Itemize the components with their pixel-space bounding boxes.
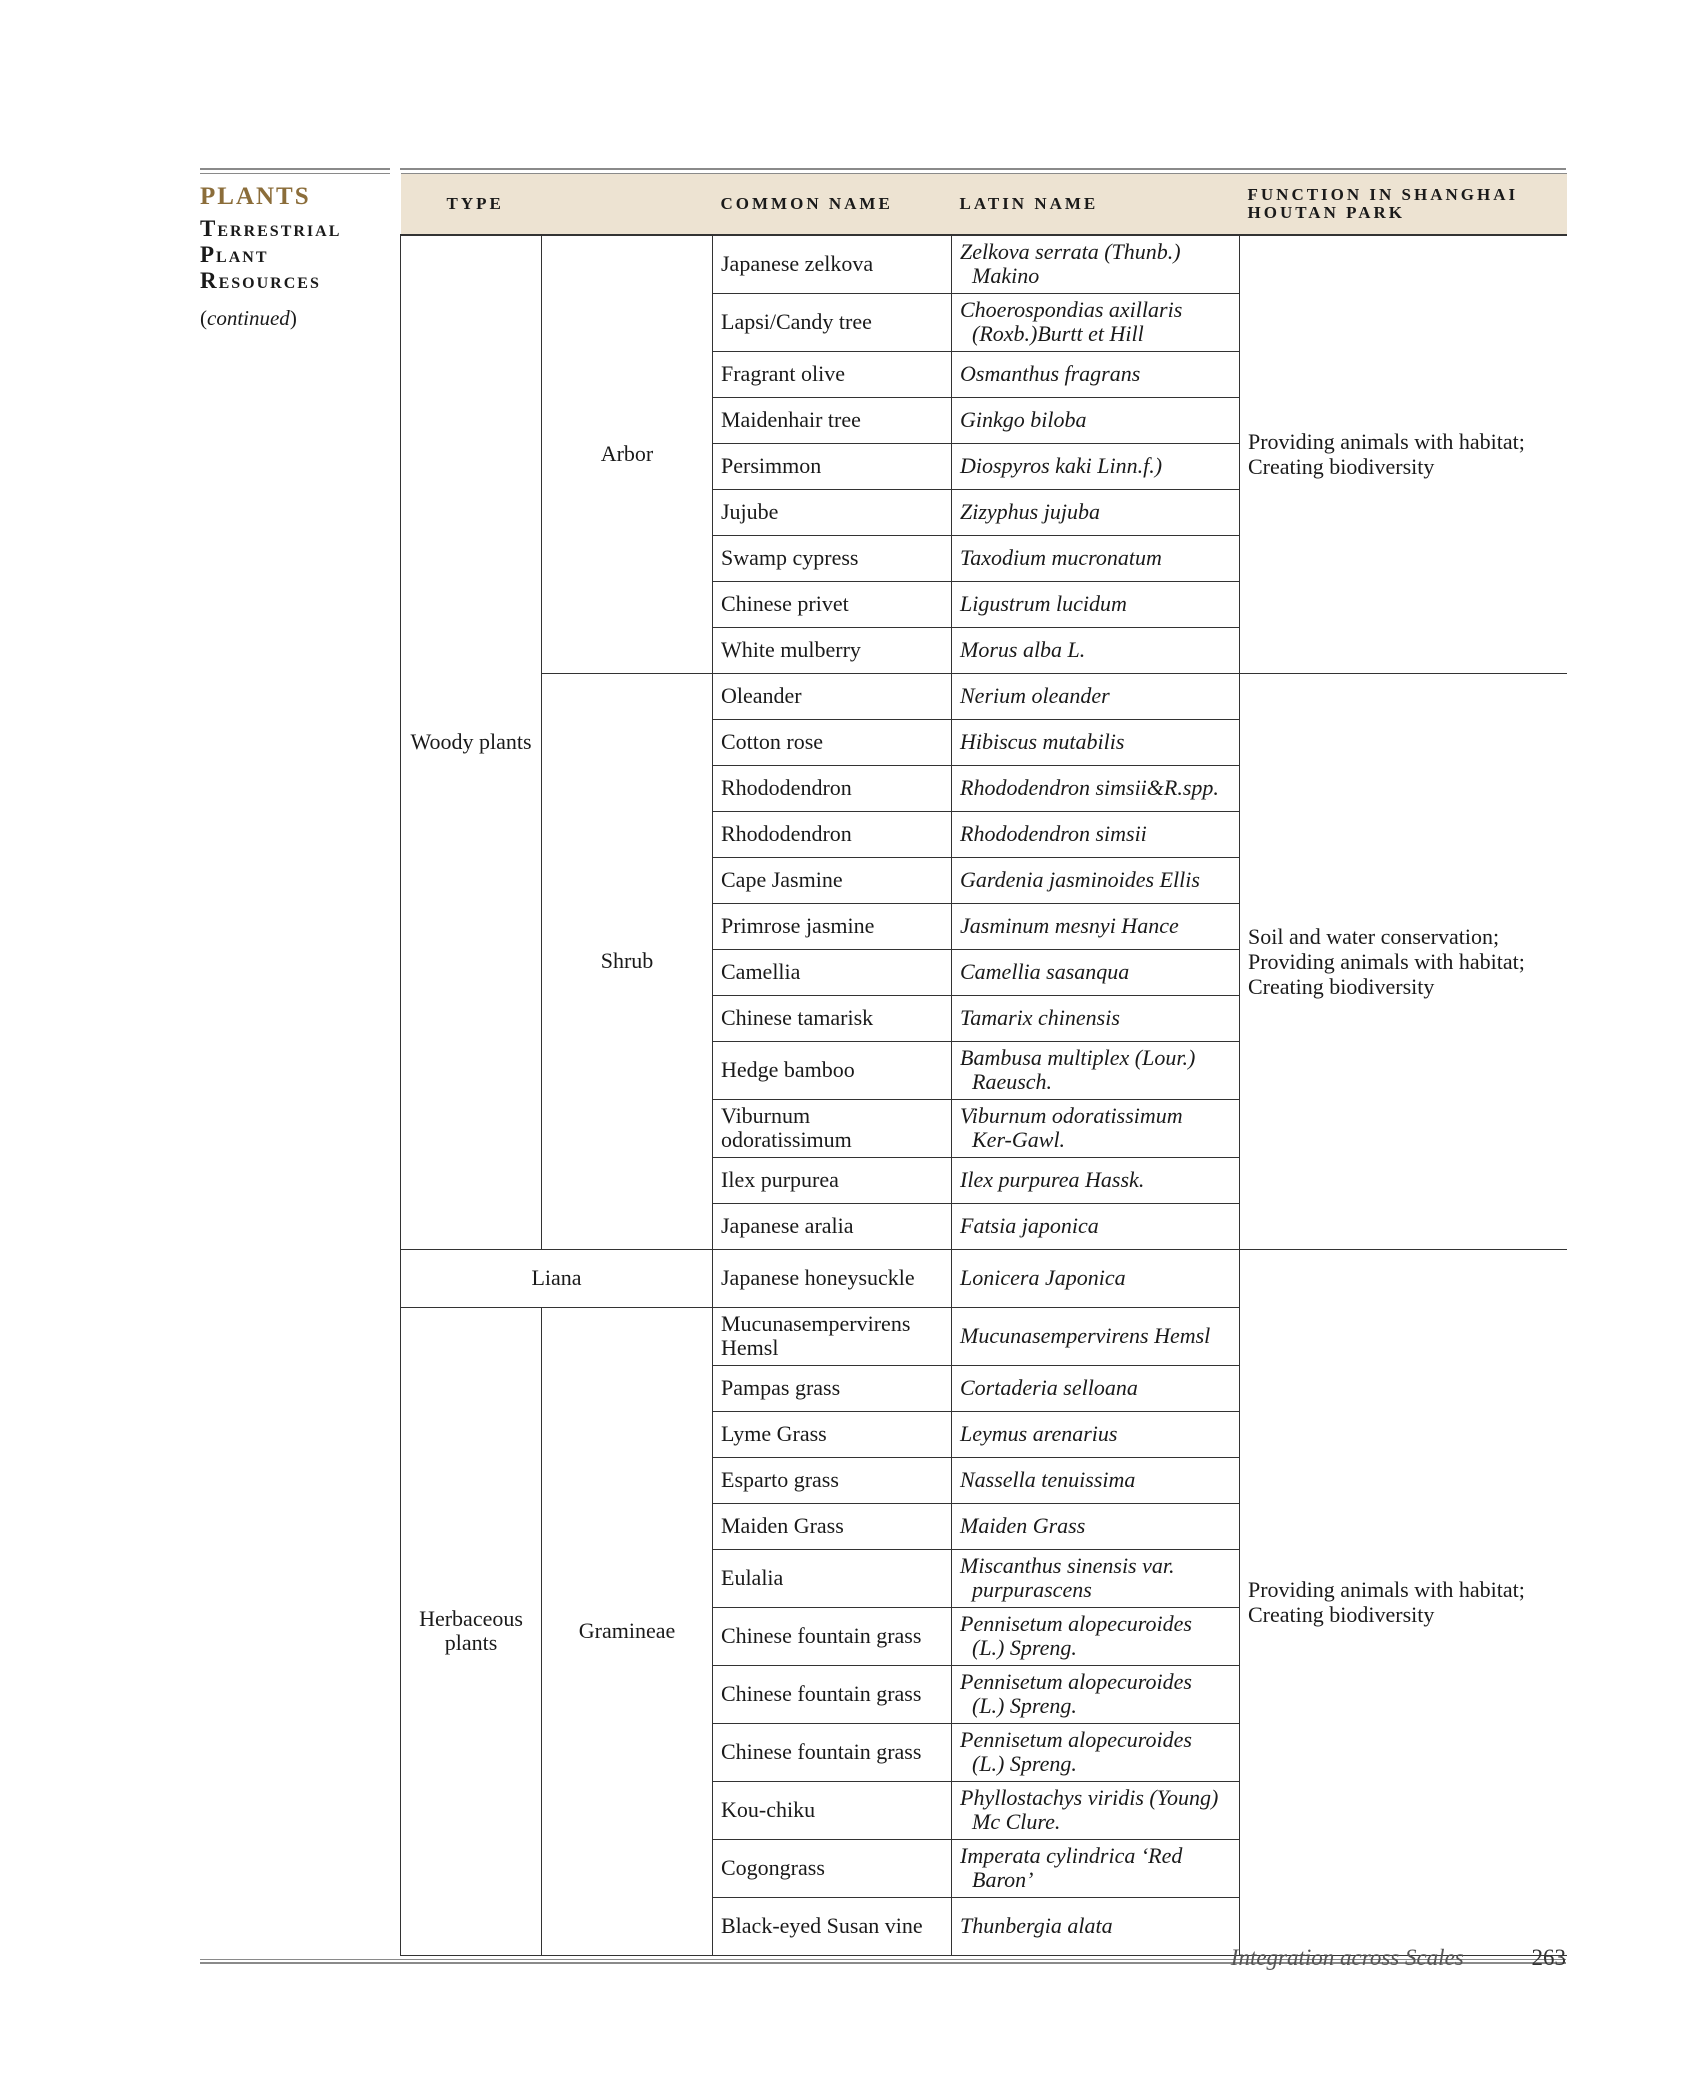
common-name-cell (713, 1099, 952, 1157)
common-name: Japanese aralia (721, 1213, 854, 1238)
latin-name-cell (952, 535, 1240, 581)
common-name-cell (713, 1411, 952, 1457)
latin-name: Mucunasempervirens Hemsl (960, 1323, 1211, 1348)
common-name: Kou-chiku (721, 1797, 816, 1822)
common-name: Oleander (721, 683, 802, 708)
common-name-cell (713, 857, 952, 903)
latin-name-cell (952, 1099, 1240, 1157)
common-name-cell (713, 1157, 952, 1203)
common-name: Maiden Grass (721, 1513, 844, 1538)
latin-name: Cortaderia selloana (960, 1375, 1138, 1400)
latin-name: Ginkgo biloba (960, 407, 1087, 432)
table-row (401, 1249, 1567, 1307)
latin-name: (L.) Spreng. (972, 1751, 1077, 1776)
table-top-rule (400, 168, 1566, 170)
common-name-cell (713, 1041, 952, 1099)
common-name: Chinese fountain grass (721, 1681, 922, 1706)
latin-name-cell (952, 581, 1240, 627)
latin-name-cell (952, 1897, 1240, 1955)
latin-name: Osmanthus fragrans (960, 361, 1141, 386)
common-name-cell (713, 1503, 952, 1549)
common-name: Hedge bamboo (721, 1057, 855, 1082)
latin-name-cell (952, 1607, 1240, 1665)
common-name-cell (713, 949, 952, 995)
common-name-cell (713, 1665, 952, 1723)
latin-name: Gardenia jasminoides Ellis (960, 867, 1200, 892)
common-name: Mucunasempervirens Hemsl (721, 1311, 911, 1360)
latin-name: Pennisetum alopecuroides (960, 1611, 1192, 1636)
common-name: Chinese tamarisk (721, 1005, 874, 1030)
common-name: Chinese fountain grass (721, 1739, 922, 1764)
common-name: Rhododendron (721, 775, 852, 800)
latin-name-cell (952, 1781, 1240, 1839)
common-name: Chinese fountain grass (721, 1623, 922, 1648)
header-latin-name: LATIN NAME (952, 174, 1240, 236)
latin-name-cell (952, 1549, 1240, 1607)
common-name: Camellia (721, 959, 801, 984)
subtitle-line: Terrestrial (200, 216, 342, 241)
latin-name-cell (952, 1665, 1240, 1723)
common-name: Ilex purpurea (721, 1167, 839, 1192)
latin-name: (Roxb.)Burtt et Hill (972, 321, 1144, 346)
type-shrub: Shrub (542, 673, 713, 1249)
latin-name: Maiden Grass (960, 1513, 1086, 1538)
common-name: Cape Jasmine (721, 867, 843, 892)
common-name: Esparto grass (721, 1467, 839, 1492)
latin-name-cell (952, 1457, 1240, 1503)
common-name: Swamp cypress (721, 545, 859, 570)
latin-name-cell (952, 1503, 1240, 1549)
latin-name: Rhododendron simsii&R.spp. (960, 775, 1219, 800)
latin-name-cell (952, 949, 1240, 995)
common-name-cell (713, 903, 952, 949)
table-header-row (401, 174, 1567, 236)
common-name: White mulberry (721, 637, 861, 662)
latin-name: Camellia sasanqua (960, 959, 1130, 984)
latin-name-cell (952, 627, 1240, 673)
type-woody-plants: Woody plants (401, 235, 542, 1249)
latin-name-cell (952, 351, 1240, 397)
latin-name-cell (952, 235, 1240, 293)
common-name-cell (713, 811, 952, 857)
latin-name: Nassella tenuissima (960, 1467, 1136, 1492)
latin-name-cell (952, 765, 1240, 811)
function-cell: Providing animals with habitat; Creating biodiversity (1240, 1249, 1567, 1955)
common-name-cell (713, 235, 952, 293)
common-name-cell (713, 535, 952, 581)
function-cell: Soil and water conservation; Providing animals with habitat; Creating biodiversity (1240, 673, 1567, 1249)
latin-name: Raeusch. (972, 1069, 1053, 1094)
function-cell: Providing animals with habitat; Creating biodiversity (1240, 235, 1567, 673)
continued-text: continued (207, 306, 290, 330)
latin-name-cell (952, 1157, 1240, 1203)
common-name-cell (713, 1607, 952, 1665)
common-name-cell (713, 765, 952, 811)
common-name: Rhododendron (721, 821, 852, 846)
page-footer (1231, 1945, 1566, 1971)
common-name: Japanese honeysuckle (721, 1265, 915, 1290)
latin-name-cell (952, 903, 1240, 949)
latin-name: Jasminum mesnyi Hance (960, 913, 1179, 938)
common-name-cell (713, 673, 952, 719)
subtitle-line: Resources (200, 268, 321, 293)
sidebar-rule (200, 173, 390, 174)
latin-name: Zizyphus jujuba (960, 499, 1100, 524)
common-name: Viburnum odoratissimum (721, 1103, 852, 1152)
header-common-name: COMMON NAME (713, 174, 952, 236)
common-name: Japanese zelkova (721, 251, 874, 277)
common-name-cell (713, 1307, 952, 1365)
latin-name: Baron’ (972, 1867, 1034, 1892)
latin-name-cell (952, 293, 1240, 351)
latin-name: Miscanthus sinensis var. (960, 1553, 1175, 1578)
common-name-cell (713, 1457, 952, 1503)
latin-name-cell (952, 1839, 1240, 1897)
latin-name-cell (952, 1723, 1240, 1781)
latin-name-cell (952, 857, 1240, 903)
plants-table (400, 173, 1567, 1956)
latin-name: Mc Clure. (972, 1809, 1061, 1834)
common-name: Persimmon (721, 453, 822, 478)
latin-name: Tamarix chinensis (960, 1005, 1120, 1030)
latin-name: Makino (972, 263, 1040, 289)
latin-name: Hibiscus mutabilis (960, 729, 1125, 754)
common-name-cell (713, 1723, 952, 1781)
latin-name-cell (952, 443, 1240, 489)
header-function: FUNCTION IN SHANGHAI HOUTAN PARK (1240, 174, 1567, 236)
latin-name: Nerium oleander (960, 683, 1110, 708)
common-name-cell (713, 1249, 952, 1307)
footer-section-title: Integration across Scales (1230, 1945, 1464, 1970)
latin-name: Ligustrum lucidum (960, 591, 1127, 616)
common-name-cell (713, 443, 952, 489)
header-type: TYPE (401, 174, 713, 236)
common-name-cell (713, 293, 952, 351)
latin-name: Fatsia japonica (960, 1213, 1099, 1238)
latin-name: Zelkova serrata (Thunb.) (960, 239, 1181, 265)
common-name-cell (713, 995, 952, 1041)
latin-name: Taxodium mucronatum (960, 545, 1162, 570)
latin-name-cell (952, 719, 1240, 765)
common-name-cell (713, 1365, 952, 1411)
common-name: Pampas grass (721, 1375, 841, 1400)
latin-name-cell (952, 673, 1240, 719)
latin-name: Pennisetum alopecuroides (960, 1727, 1192, 1752)
latin-name: Diospyros kaki Linn.f.) (960, 453, 1163, 478)
latin-name: Bambusa multiplex (Lour.) (960, 1045, 1196, 1070)
latin-name: (L.) Spreng. (972, 1635, 1077, 1660)
common-name-cell (713, 1549, 952, 1607)
common-name-cell (713, 397, 952, 443)
type-arbor: Arbor (542, 235, 713, 673)
latin-name: (L.) Spreng. (972, 1693, 1077, 1718)
latin-name: Lonicera Japonica (960, 1265, 1126, 1290)
common-name-cell (713, 1203, 952, 1249)
plants-table-wrap (400, 168, 1566, 1964)
section-subtitle (200, 216, 390, 294)
subtitle-line: Plant (200, 242, 269, 267)
common-name: Lapsi/Candy tree (721, 309, 872, 334)
latin-name: Rhododendron simsii (960, 821, 1147, 846)
latin-name-cell (952, 1365, 1240, 1411)
table-row (401, 673, 1567, 719)
type-liana: Liana (401, 1249, 713, 1307)
latin-name: Imperata cylindrica ‘Red (960, 1843, 1183, 1868)
common-name-cell (713, 627, 952, 673)
continued-note: (continued) (200, 306, 297, 330)
latin-name-cell (952, 811, 1240, 857)
latin-name-cell (952, 1307, 1240, 1365)
latin-name-cell (952, 1203, 1240, 1249)
table-body (401, 235, 1567, 1955)
common-name-cell (713, 351, 952, 397)
common-name-cell (713, 719, 952, 765)
common-name-cell (713, 1897, 952, 1955)
latin-name: Pennisetum alopecuroides (960, 1669, 1192, 1694)
type-gramineae: Gramineae (542, 1307, 713, 1955)
table-row (401, 235, 1567, 293)
latin-name-cell (952, 397, 1240, 443)
common-name: Primrose jasmine (721, 913, 875, 938)
common-name-cell (713, 581, 952, 627)
common-name-cell (713, 1781, 952, 1839)
common-name: Chinese privet (721, 591, 849, 616)
latin-name-cell (952, 1411, 1240, 1457)
latin-name-cell (952, 995, 1240, 1041)
type-herbaceous-plants: Herbaceous plants (401, 1307, 542, 1955)
latin-name: Choerospondias axillaris (960, 297, 1183, 322)
latin-name: Phyllostachys viridis (Young) (960, 1785, 1219, 1810)
common-name: Black-eyed Susan vine (721, 1913, 923, 1938)
latin-name: Leymus arenarius (960, 1421, 1118, 1446)
common-name: Jujube (721, 499, 779, 524)
page-number: 263 (1531, 1945, 1566, 1970)
latin-name-cell (952, 1249, 1240, 1307)
latin-name: purpurascens (972, 1577, 1092, 1602)
latin-name-cell (952, 1041, 1240, 1099)
common-name: Cotton rose (721, 729, 824, 754)
latin-name: Thunbergia alata (960, 1913, 1113, 1938)
common-name: Lyme Grass (721, 1421, 827, 1446)
latin-name: Viburnum odoratissimum (960, 1103, 1183, 1128)
latin-name-cell (952, 489, 1240, 535)
section-title: PLANTS (200, 183, 311, 210)
sidebar-rule (200, 168, 390, 170)
common-name-cell (713, 489, 952, 535)
latin-name: Morus alba L. (960, 637, 1086, 662)
sidebar (200, 168, 390, 331)
common-name: Eulalia (721, 1565, 784, 1590)
common-name: Maidenhair tree (721, 407, 861, 432)
common-name: Cogongrass (721, 1855, 825, 1880)
common-name-cell (713, 1839, 952, 1897)
latin-name: Ker-Gawl. (972, 1127, 1066, 1152)
latin-name: Ilex purpurea Hassk. (960, 1167, 1145, 1192)
common-name: Fragrant olive (721, 361, 846, 386)
